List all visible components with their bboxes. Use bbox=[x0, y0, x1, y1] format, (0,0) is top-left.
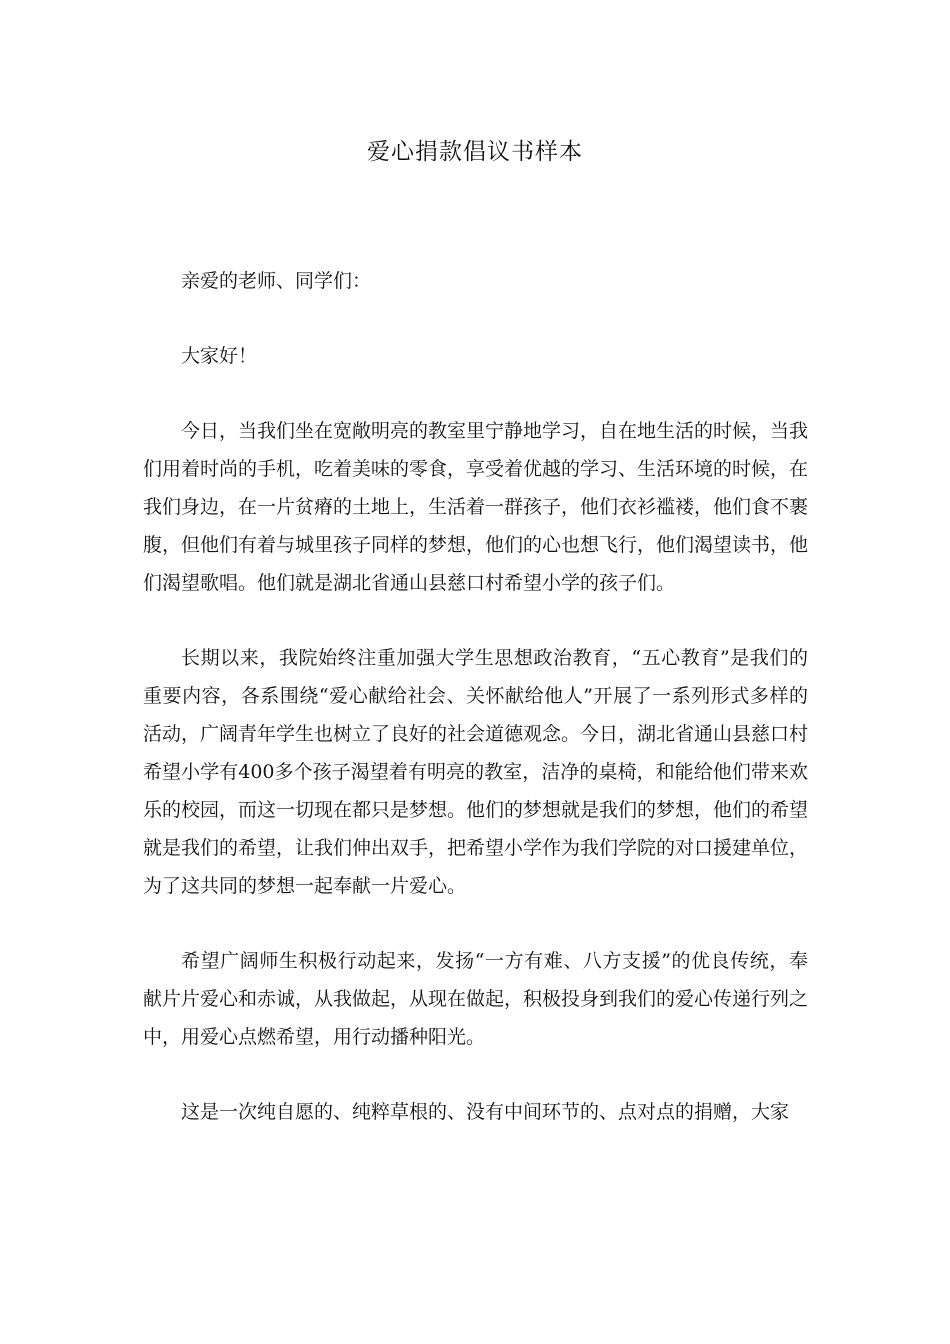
paragraph-gap bbox=[143, 300, 808, 337]
greeting: 大家好！ bbox=[181, 345, 258, 367]
paragraph-gap bbox=[143, 1056, 808, 1093]
body-paragraph-4: 这是一次纯自愿的、纯粹草根的、没有中间环节的、点对点的捐赠，大家 bbox=[181, 1101, 790, 1123]
body-paragraph-2: 长期以来，我院始终注重加强大学生思想政治教育，“五心教育”是我们的重要内容，各系围绕“爱心献给社会、关怀献给他人”开展了一系列形式多样的活动，广阔青年学生也树立了良好的社会道德观念。今日，湖北省通山县慈口村希望小学有400多个孩子渴望着有明亮的教室，洁净的桌椅，和能给他们带来欢乐的校园，而这一切现在都只是梦想。他们的梦想就是我们的梦想，他们的希望就是我们的希望，让我们伸出双手，把希望小学作为我们学院的对口援建单位，为了这共同的梦想一起奉献一片爱心。 bbox=[143, 647, 809, 897]
paragraph-gap bbox=[143, 602, 808, 639]
document-title: 爱心捐款倡议书样本 bbox=[367, 139, 583, 165]
body-paragraph-1: 今日，当我们坐在宽敞明亮的教室里宁静地学习，自在地生活的时候，当我们用着时尚的手机，吃着美味的零食，享受着优越的学习、生活环境的时候，在我们身边，在一片贫瘠的土地上，生活着一群孩子，他们衣衫褴褛，他们食不裹腹，但他们有着与城里孩子同样的梦想，他们的心也想飞行，他们渴望读书，他们渴望歌唱。他们就是湖北省通山县慈口村希望小学的孩子们。 bbox=[143, 420, 809, 594]
paragraph-gap bbox=[143, 375, 808, 412]
paragraph-gap bbox=[143, 905, 808, 942]
salutation: 亲爱的老师、同学们： bbox=[181, 270, 372, 292]
body-paragraph-3: 希望广阔师生积极行动起来，发扬“一方有难、八方支援”的优良传统，奉献片片爱心和赤诚，从我做起，从现在做起，积极投身到我们的爱心传递行列之中，用爱心点燃希望，用行动播种阳光。 bbox=[143, 950, 809, 1048]
document-body bbox=[143, 262, 808, 1131]
